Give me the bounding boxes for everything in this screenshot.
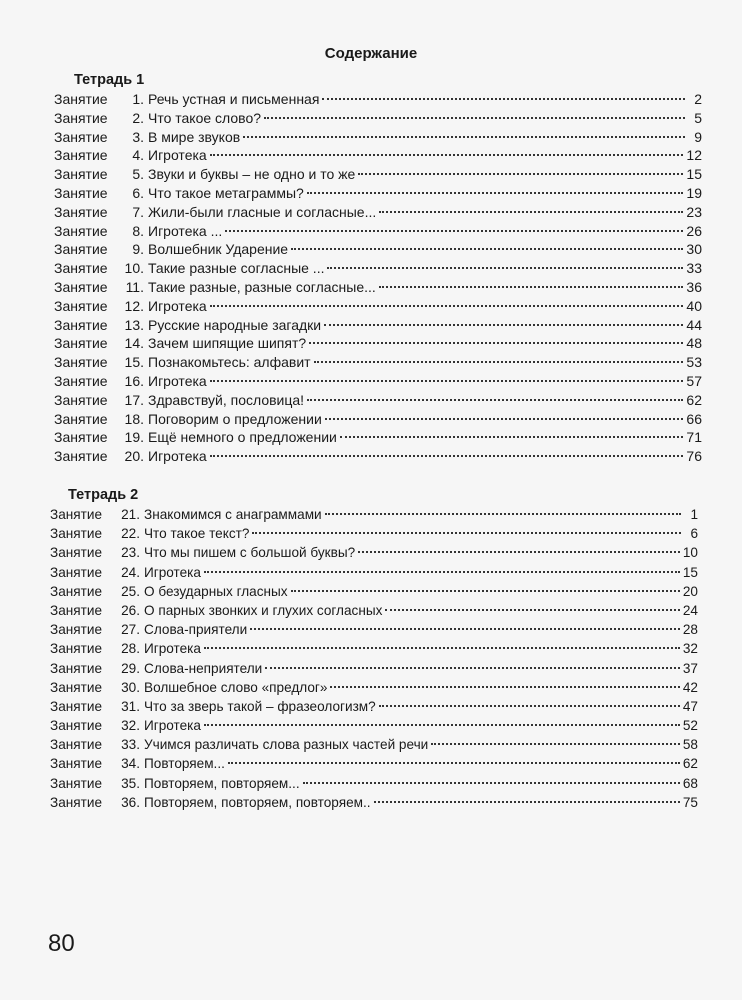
lesson-title: Игротека xyxy=(148,297,207,314)
toc-entry xyxy=(50,697,698,716)
lesson-title: Что такое текст? xyxy=(144,526,250,542)
lesson-word: Занятие xyxy=(50,756,103,772)
toc-entry xyxy=(54,428,702,447)
lesson-number: 35. xyxy=(121,775,140,791)
toc-entry xyxy=(54,410,702,429)
lesson-page: 24 xyxy=(682,602,698,618)
toc-entry xyxy=(54,391,702,410)
lesson-page: 15 xyxy=(686,166,702,183)
lesson-title: Что такое метаграммы? xyxy=(148,184,304,201)
lesson-title: Повторяем... xyxy=(144,756,225,772)
dot-leader xyxy=(431,743,680,745)
lesson-word: Занятие xyxy=(54,91,108,107)
page-title: Содержание xyxy=(324,45,418,62)
lesson-title: Игротека xyxy=(144,718,201,734)
toc-entry xyxy=(54,316,702,335)
dot-leader xyxy=(303,782,680,784)
lesson-title: Игротека xyxy=(148,448,207,465)
lesson-word: Занятие xyxy=(54,166,108,183)
lesson-page: 58 xyxy=(682,737,698,753)
toc-entry xyxy=(54,240,702,259)
lesson-number: 2. xyxy=(132,109,144,126)
toc-entry xyxy=(50,601,698,620)
toc-entry xyxy=(54,372,702,391)
dot-leader xyxy=(385,609,679,611)
lesson-page: 52 xyxy=(682,718,698,734)
dot-leader xyxy=(264,117,685,119)
lesson-page: 62 xyxy=(682,756,698,772)
toc-entry xyxy=(54,146,702,165)
lesson-title: Жили-были гласные и согласные... xyxy=(148,203,377,220)
toc-entry xyxy=(54,90,702,109)
toc-entry xyxy=(54,222,702,241)
dot-leader xyxy=(243,136,685,138)
lesson-word: Занятие xyxy=(50,622,103,638)
lesson-number: 36. xyxy=(121,794,140,810)
lesson-number: 19. xyxy=(124,429,144,446)
lesson-page: 19 xyxy=(686,184,702,201)
notebook-1 xyxy=(54,70,702,466)
lesson-page: 26 xyxy=(686,222,702,239)
lesson-word: Занятие xyxy=(50,602,103,618)
lesson-word: Занятие xyxy=(54,147,108,164)
lesson-title: Речь устная и письменная xyxy=(148,91,320,107)
lesson-word: Занятие xyxy=(50,526,103,542)
lesson-word: Занятие xyxy=(50,775,103,791)
dot-leader xyxy=(379,286,684,288)
lesson-word: Занятие xyxy=(50,679,103,695)
notebook-1-title: Тетрадь 1 xyxy=(74,72,145,88)
lesson-number: 11. xyxy=(125,278,144,295)
lesson-word: Занятие xyxy=(54,429,108,446)
notebook-2-lessons xyxy=(50,505,698,812)
dot-leader xyxy=(210,455,684,457)
lesson-number: 32. xyxy=(121,718,140,734)
toc-entry xyxy=(54,447,702,466)
toc-entry xyxy=(50,620,698,639)
toc-entry xyxy=(50,774,698,793)
dot-leader xyxy=(210,305,684,307)
toc-entry xyxy=(50,563,698,582)
lesson-page: 44 xyxy=(686,316,702,333)
toc-entry xyxy=(54,334,702,353)
lesson-word: Занятие xyxy=(50,564,103,580)
lesson-number: 12. xyxy=(124,297,144,314)
lesson-page: 48 xyxy=(686,335,702,352)
lesson-word: Занятие xyxy=(50,737,103,753)
lesson-word: Занятие xyxy=(50,507,103,522)
lesson-word: Занятие xyxy=(54,241,108,258)
lesson-page: 32 xyxy=(682,641,698,657)
lesson-page: 47 xyxy=(682,698,698,714)
lesson-page: 36 xyxy=(686,278,702,295)
notebook-1-lessons xyxy=(54,90,702,466)
toc-entry xyxy=(50,659,698,678)
lesson-title: Что мы пишем с большой буквы? xyxy=(144,545,356,561)
toc-entry xyxy=(54,109,702,128)
lesson-number: 29. xyxy=(121,660,140,676)
lesson-word: Занятие xyxy=(54,354,108,371)
dot-leader xyxy=(210,380,684,382)
lesson-page: 5 xyxy=(694,109,702,126)
lesson-number: 4. xyxy=(132,147,144,164)
lesson-number: 22. xyxy=(121,526,140,542)
lesson-number: 15. xyxy=(124,354,144,371)
lesson-number: 21. xyxy=(121,507,140,522)
lesson-title: Здравствуй, пословица! xyxy=(148,391,305,408)
lesson-page: 1 xyxy=(690,507,698,522)
lesson-page: 30 xyxy=(686,241,702,258)
lesson-number: 13. xyxy=(124,316,144,333)
lesson-title: В мире звуков xyxy=(148,128,241,145)
lesson-number: 26. xyxy=(121,602,140,618)
dot-leader xyxy=(324,324,683,326)
notebook-2 xyxy=(50,485,698,812)
lesson-page: 42 xyxy=(682,679,698,695)
lesson-page: 23 xyxy=(686,203,702,220)
lesson-number: 25. xyxy=(121,583,140,599)
lesson-word: Занятие xyxy=(54,203,108,220)
lesson-number: 16. xyxy=(124,372,144,389)
toc-entry xyxy=(54,165,702,184)
lesson-title: Звуки и буквы – не одно и то же xyxy=(148,166,356,183)
lesson-title: Повторяем, повторяем... xyxy=(144,775,300,791)
dot-leader xyxy=(309,342,683,344)
lesson-word: Занятие xyxy=(54,316,108,333)
lesson-title: Игротека xyxy=(144,641,201,657)
lesson-number: 9. xyxy=(132,241,144,258)
lesson-word: Занятие xyxy=(54,260,108,277)
lesson-word: Занятие xyxy=(54,222,108,239)
lesson-title: Слова-приятели xyxy=(144,622,248,638)
dot-leader xyxy=(291,590,680,592)
lesson-page: 71 xyxy=(686,429,702,446)
lesson-title: Игротека xyxy=(148,372,207,389)
lesson-number: 20. xyxy=(124,448,144,465)
toc-entry xyxy=(54,353,702,372)
lesson-number: 28. xyxy=(121,641,140,657)
dot-leader xyxy=(250,628,680,630)
lesson-number: 18. xyxy=(124,410,144,427)
toc-entry xyxy=(50,505,698,524)
dot-leader xyxy=(325,513,681,515)
lesson-word: Занятие xyxy=(50,794,103,810)
lesson-number: 5. xyxy=(132,166,144,183)
toc-entry xyxy=(54,184,702,203)
lesson-title: Учимся различать слова разных частей речи xyxy=(144,737,429,753)
dot-leader xyxy=(379,211,683,213)
dot-leader xyxy=(327,267,683,269)
lesson-title: Познакомьтесь: алфавит xyxy=(148,354,311,371)
lesson-word: Занятие xyxy=(54,372,108,389)
dot-leader xyxy=(307,399,683,401)
lesson-page: 20 xyxy=(682,583,698,599)
notebook-2-title: Тетрадь 2 xyxy=(68,487,139,503)
lesson-word: Занятие xyxy=(54,128,108,145)
lesson-number: 27. xyxy=(121,622,140,638)
lesson-number: 34. xyxy=(121,756,140,772)
lesson-word: Занятие xyxy=(50,545,103,561)
lesson-title: Волшебное слово «предлог» xyxy=(144,679,328,695)
toc-entry xyxy=(50,716,698,735)
lesson-title: Что за зверь такой – фразеологизм? xyxy=(144,698,376,714)
toc-entry xyxy=(54,297,702,316)
lesson-number: 23. xyxy=(121,545,140,561)
toc-entry xyxy=(54,278,702,297)
lesson-page: 75 xyxy=(682,794,698,810)
dot-leader xyxy=(252,532,681,534)
lesson-title: Знакомимся с анаграммами xyxy=(144,507,322,522)
lesson-page: 9 xyxy=(694,128,702,145)
toc-entry xyxy=(50,524,698,543)
dot-leader xyxy=(379,705,680,707)
lesson-title: Слова-неприятели xyxy=(144,660,263,676)
lesson-page: 2 xyxy=(694,91,702,107)
lesson-page: 6 xyxy=(690,526,698,542)
lesson-word: Занятие xyxy=(50,583,103,599)
lesson-word: Занятие xyxy=(54,278,108,295)
lesson-page: 12 xyxy=(686,147,702,164)
dot-leader xyxy=(204,724,680,726)
lesson-page: 28 xyxy=(682,622,698,638)
lesson-title: Волшебник Ударение xyxy=(148,241,289,258)
lesson-page: 68 xyxy=(682,775,698,791)
dot-leader xyxy=(330,686,679,688)
dot-leader xyxy=(325,418,684,420)
toc-entry xyxy=(50,678,698,697)
dot-leader xyxy=(228,762,680,764)
lesson-title: Поговорим о предложении xyxy=(148,410,322,427)
toc-entry xyxy=(50,543,698,562)
lesson-word: Занятие xyxy=(54,297,108,314)
lesson-number: 1. xyxy=(132,91,144,107)
lesson-page: 66 xyxy=(686,410,702,427)
toc-entry xyxy=(50,582,698,601)
dot-leader xyxy=(204,647,680,649)
lesson-number: 3. xyxy=(132,128,144,145)
lesson-word: Занятие xyxy=(54,410,108,427)
lesson-number: 33. xyxy=(121,737,140,753)
lesson-title: Такие разные, разные согласные... xyxy=(148,278,376,295)
dot-leader xyxy=(374,801,680,803)
lesson-page: 33 xyxy=(686,260,702,277)
lesson-number: 31. xyxy=(121,698,140,714)
toc-entry xyxy=(50,793,698,812)
lesson-title: Ещё немного о предложении xyxy=(148,429,337,446)
lesson-page: 53 xyxy=(686,354,702,371)
dot-leader xyxy=(307,192,684,194)
dot-leader xyxy=(314,361,684,363)
toc-entry xyxy=(54,259,702,278)
lesson-page: 10 xyxy=(682,545,698,561)
lesson-word: Занятие xyxy=(54,184,108,201)
page-number: 80 xyxy=(48,930,75,957)
lesson-word: Занятие xyxy=(50,698,103,714)
lesson-number: 7. xyxy=(132,203,144,220)
lesson-title: Игротека xyxy=(148,147,207,164)
dot-leader xyxy=(358,173,683,175)
lesson-page: 62 xyxy=(686,391,702,408)
dot-leader xyxy=(322,98,685,100)
lesson-number: 6. xyxy=(132,184,144,201)
toc-entry xyxy=(50,735,698,754)
lesson-number: 14. xyxy=(124,335,144,352)
lesson-title: О безударных гласных xyxy=(144,583,288,599)
lesson-word: Занятие xyxy=(54,109,108,126)
lesson-title: Такие разные согласные ... xyxy=(148,260,325,277)
dot-leader xyxy=(265,667,680,669)
lesson-page: 76 xyxy=(686,448,702,465)
dot-leader xyxy=(291,248,683,250)
lesson-page: 57 xyxy=(686,372,702,389)
toc-entry xyxy=(54,128,702,147)
dot-leader xyxy=(358,551,680,553)
lesson-word: Занятие xyxy=(50,718,103,734)
lesson-word: Занятие xyxy=(50,660,103,676)
lesson-number: 10. xyxy=(124,260,144,277)
toc-entry xyxy=(50,754,698,773)
lesson-page: 40 xyxy=(686,297,702,314)
dot-leader xyxy=(340,436,684,438)
lesson-title: Игротека xyxy=(144,564,201,580)
lesson-word: Занятие xyxy=(54,448,108,465)
toc-entry xyxy=(54,203,702,222)
lesson-title: О парных звонких и глухих согласных xyxy=(144,602,383,618)
lesson-number: 24. xyxy=(121,564,140,580)
dot-leader xyxy=(210,154,684,156)
lesson-word: Занятие xyxy=(54,391,108,408)
lesson-title: Русские народные загадки xyxy=(148,316,322,333)
dot-leader xyxy=(225,230,683,232)
lesson-page: 15 xyxy=(682,564,698,580)
lesson-number: 30. xyxy=(121,679,140,695)
dot-leader xyxy=(204,571,680,573)
toc-entry xyxy=(50,639,698,658)
lesson-word: Занятие xyxy=(50,641,103,657)
lesson-title: Зачем шипящие шипят? xyxy=(148,335,307,352)
lesson-title: Игротека ... xyxy=(148,222,223,239)
lesson-number: 17. xyxy=(124,391,144,408)
lesson-number: 8. xyxy=(132,222,144,239)
lesson-word: Занятие xyxy=(54,335,108,352)
lesson-title: Что такое слово? xyxy=(148,109,262,126)
lesson-page: 37 xyxy=(682,660,698,676)
lesson-title: Повторяем, повторяем, повторяем.. xyxy=(144,794,371,810)
